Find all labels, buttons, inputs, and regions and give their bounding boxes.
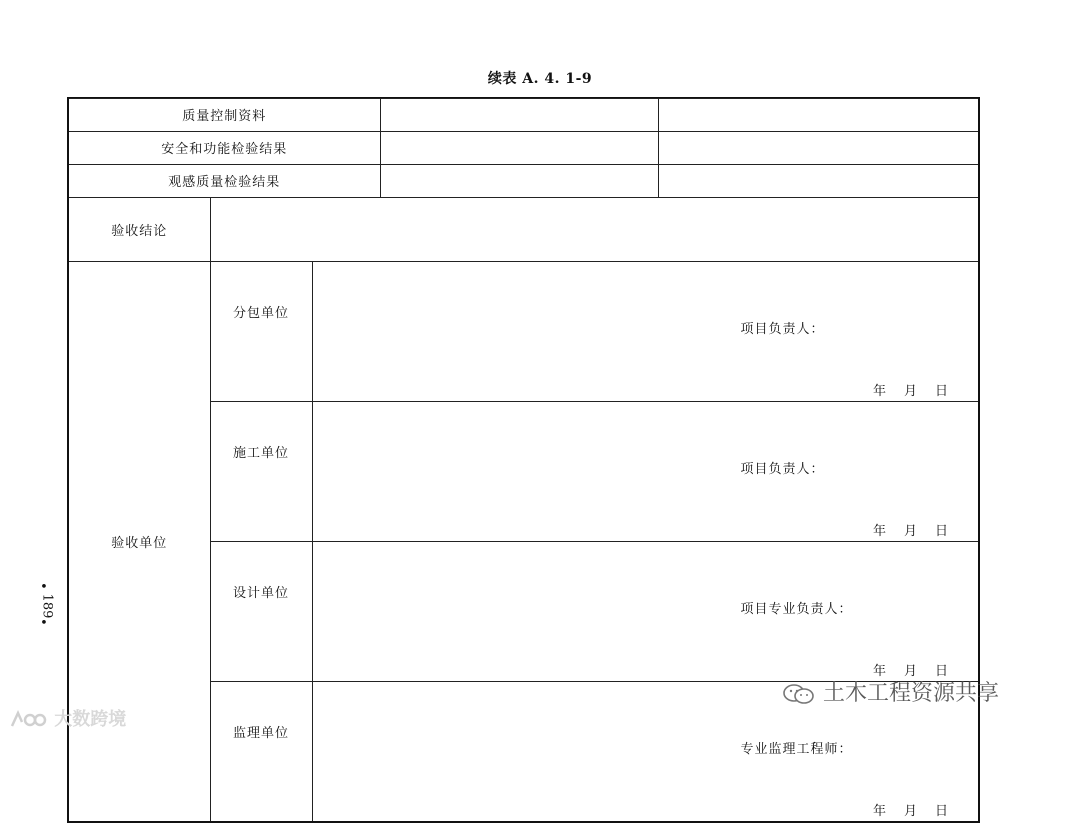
page-number [34, 582, 54, 630]
unit-name-design: 设计单位 [210, 541, 312, 681]
page-digits: 189 [39, 593, 55, 619]
table-row [68, 131, 979, 164]
date-line [855, 520, 948, 539]
date-day: 日 [934, 383, 948, 399]
watermark-left-text: 大数跨境 [54, 709, 127, 730]
signature-cell [312, 401, 979, 541]
acceptance-form-table [67, 97, 980, 823]
quality-control-label: 质量控制资料 [68, 98, 380, 131]
date-month: 月 [903, 523, 917, 539]
date-line [855, 800, 948, 819]
date-month: 月 [903, 383, 917, 399]
date-day: 日 [934, 663, 948, 679]
watermark-right [782, 676, 999, 707]
signature-cell [312, 541, 979, 681]
unit-name-supervision: 监理单位 [210, 681, 312, 822]
table-row [68, 98, 979, 131]
acceptance-units-label: 验收单位 [68, 261, 210, 822]
conclusion-cell [210, 197, 979, 261]
safety-function-value-cell [380, 131, 658, 164]
appearance-remark-cell [658, 164, 979, 197]
table-row [68, 164, 979, 197]
page-bullet-bottom: • [40, 616, 48, 631]
unit-name-construction: 施工单位 [210, 401, 312, 541]
signer-label: 专业监理工程师： [740, 741, 853, 757]
watermark-right-text: 土木工程资源共享 [823, 681, 1000, 706]
page-bullet-top: • [40, 580, 48, 595]
table-row [68, 261, 979, 401]
table-row [68, 197, 979, 261]
signature-cell [312, 261, 979, 401]
watermark-left [8, 705, 126, 731]
date-year: 年 [872, 383, 886, 399]
quality-control-remark-cell [658, 98, 979, 131]
date-day: 日 [934, 523, 948, 539]
signer-label: 项目专业负责人： [740, 601, 853, 617]
quality-control-value-cell [380, 98, 658, 131]
signer-label: 项目负责人： [740, 461, 825, 477]
conclusion-label: 验收结论 [68, 197, 210, 261]
unit-name-subcontractor: 分包单位 [210, 261, 312, 401]
date-month: 月 [903, 803, 917, 819]
date-year: 年 [872, 803, 886, 819]
table-title: 续表 A. 4. 1-9 [487, 71, 593, 87]
wechat-icon [782, 682, 816, 706]
appearance-value-cell [380, 164, 658, 197]
date-line [855, 380, 948, 399]
signer-label: 项目负责人： [740, 321, 825, 337]
date-year: 年 [872, 663, 886, 679]
date-month: 月 [903, 663, 917, 679]
brand-logo-icon [8, 710, 48, 730]
appearance-label: 观感质量检验结果 [68, 164, 380, 197]
safety-function-remark-cell [658, 131, 979, 164]
date-day: 日 [934, 803, 948, 819]
date-year: 年 [872, 523, 886, 539]
safety-function-label: 安全和功能检验结果 [68, 131, 380, 164]
